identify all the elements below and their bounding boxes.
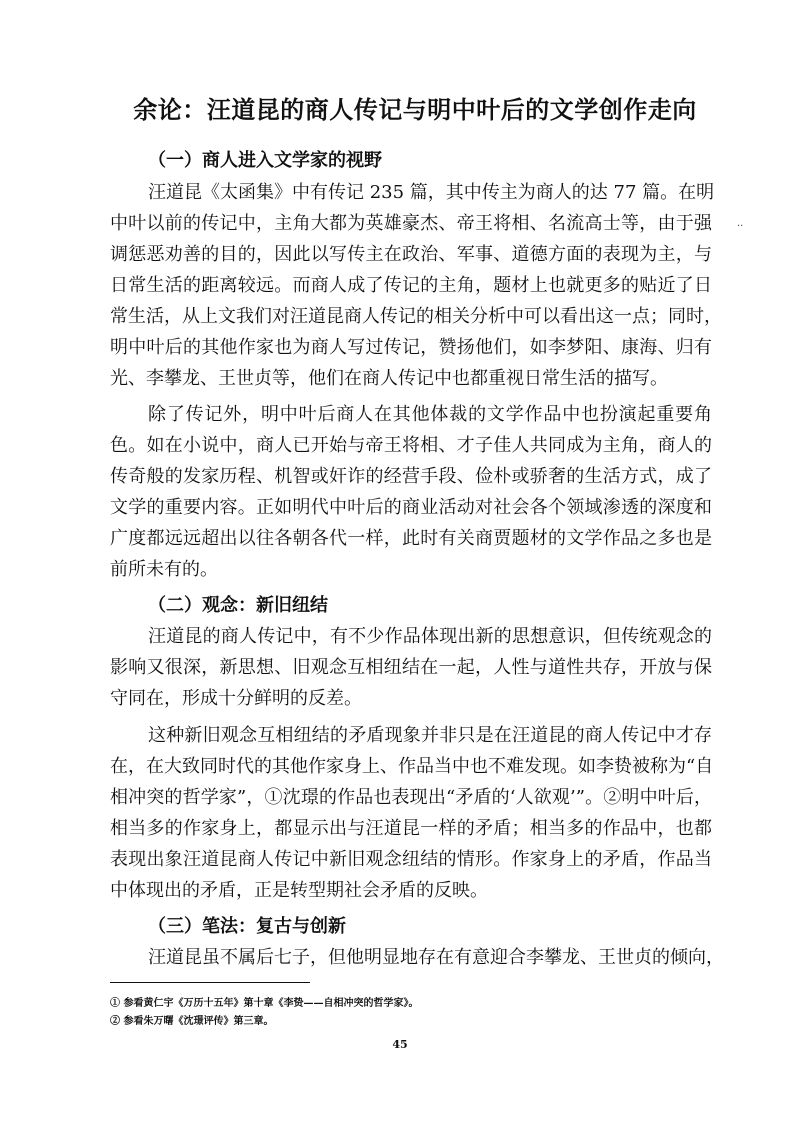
footnote: ① 参看黄仁宇《万历十五年》第十章《李贽——自相冲突的哲学家》。 [110, 998, 419, 1009]
paragraph-line: 光、李攀龙、王世贞等，他们在商人传记中也都重视日常生活的描写。 [110, 368, 668, 389]
section-heading: （一）商人进入文学家的视野 [148, 150, 382, 171]
margin-mark: ·· [737, 221, 744, 232]
paragraph-line: 日常生活的距离较远。而商人成了传记的主角，题材上也就更多的贴近了日 [110, 275, 712, 296]
paragraph-line: 传奇般的发家历程、机智或奸诈的经营手段、俭朴或骄奢的生活方式，成了 [110, 466, 712, 487]
section-heading: （三）笔法：复古与创新 [148, 916, 346, 937]
paragraph-line: 相冲突的哲学家”，①沈璟的作品也表现出“矛盾的‘人欲观’”。②明中叶后， [110, 787, 712, 808]
paragraph-line: 常生活，从上文我们对汪道昆商人传记的相关分析中可以看出这一点；同时， [110, 306, 722, 327]
paragraph-line: 表现出象汪道昆商人传记中新旧观念纽结的情形。作家身上的矛盾，作品当 [110, 849, 712, 870]
paragraph-line: 广度都远远超出以往各朝各代一样，此时有关商贾题材的文学作品之多也是 [110, 528, 712, 549]
paragraph-line: 汪道昆虽不属后七子，但他明显地存在有意迎合李攀龙、王世贞的倾向， [148, 947, 724, 968]
paragraph-line: 汪道昆的商人传记中，有不少作品体现出新的思想意识，但传统观念的 [148, 626, 712, 647]
paragraph-line: 调惩恶劝善的目的，因此以写传主在政治、军事、道德方面的表现为主，与 [110, 244, 712, 265]
paragraph-line: 文学的重要内容。正如明代中叶后的商业活动对社会各个领域渗透的深度和 [110, 497, 712, 518]
paragraph-line: 这种新旧观念互相纽结的矛盾现象并非只是在汪道昆的商人传记中才存 [148, 725, 712, 746]
footnote: ② 参看朱万曙《沈璟评传》第三章。 [110, 1016, 274, 1027]
paragraph-line: 色。如在小说中，商人已开始与帝王将相、才子佳人共同成为主角，商人的 [110, 435, 712, 456]
paragraph-line: 相当多的作家身上，都显示出与汪道昆一样的矛盾；相当多的作品中，也都 [110, 818, 712, 839]
page-title: 余论：汪道昆的商人传记与明中叶后的文学创作走向 [133, 96, 697, 124]
paragraph-line: 明中叶后的其他作家也为商人写过传记，赞扬他们，如李梦阳、康海、归有 [110, 337, 712, 358]
paragraph-line: 汪道昆《太函集》中有传记 235 篇，其中传主为商人的达 77 篇。在明 [148, 182, 715, 203]
paragraph-line: 守同在，形成十分鲜明的反差。 [110, 688, 362, 709]
paragraph-line: 中体现出的矛盾，正是转型期社会矛盾的反映。 [110, 880, 488, 901]
section-heading: （二）观念：新旧纽结 [148, 595, 328, 616]
paragraph-line: 影响又很深，新思想、旧观念互相纽结在一起，人性与道性共存，开放与保 [110, 657, 712, 678]
paragraph-line: 在，在大致同时代的其他作家身上、作品当中也不难发现。如李贽被称为“自 [110, 756, 714, 777]
page-number: 45 [392, 1038, 408, 1051]
paragraph-line: 除了传记外，明中叶后商人在其他体裁的文学作品中也扮演起重要角 [148, 404, 712, 425]
footnote-rule [110, 982, 310, 983]
paragraph-line: 中叶以前的传记中，主角大都为英雄豪杰、帝王将相、名流高士等，由于强 [110, 213, 712, 234]
paragraph-line: 前所未有的。 [110, 559, 218, 580]
